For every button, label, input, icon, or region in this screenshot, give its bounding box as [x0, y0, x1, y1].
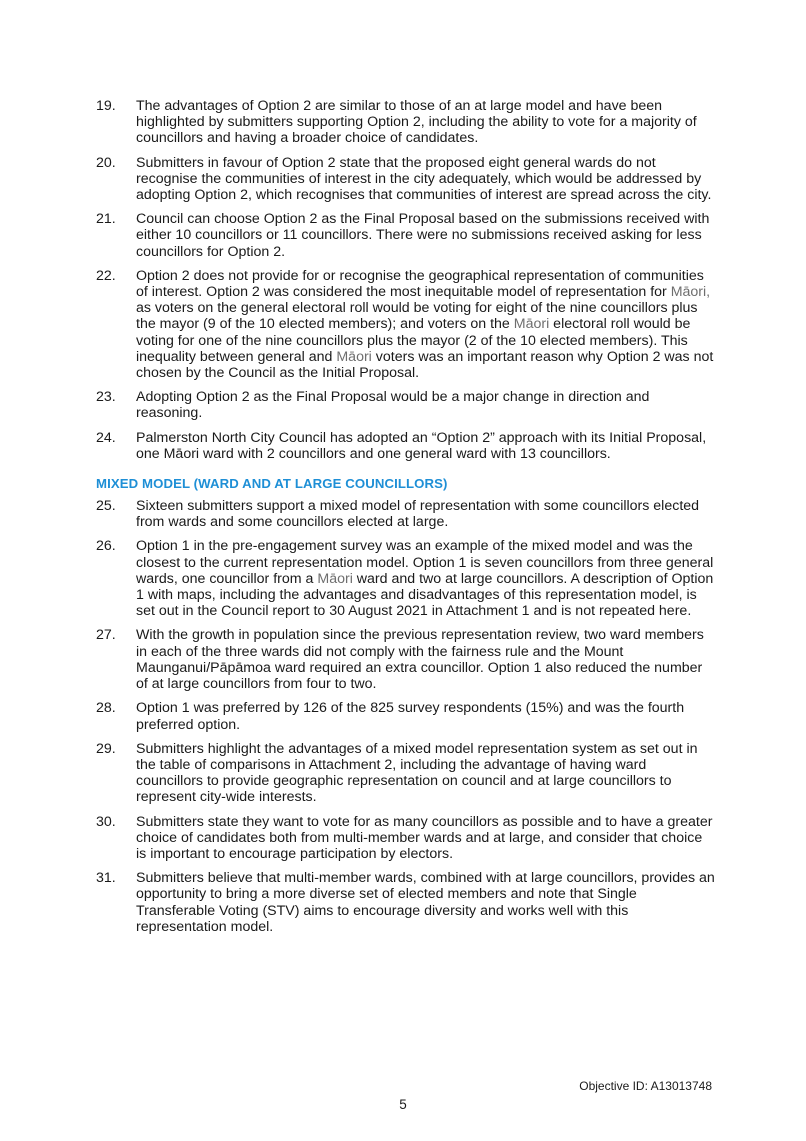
paragraph-number: 20. — [96, 154, 116, 171]
document-body — [96, 98, 716, 943]
text-segment: as voters on the general electoral roll would be voting for eight of the nine councillors plus the mayor (9 of the 10 elected members); and voters on the — [136, 300, 698, 333]
paragraph-number: 22. — [96, 267, 116, 284]
paragraph-text — [136, 627, 716, 692]
paragraph-text — [136, 498, 716, 530]
text-segment: With the growth in population since the previous representation review, two ward members in each of the three wards did not comply with the fairness rule and the Mount Maunganui/Pāpāmoa ward required an extra councillor. Option 1 also reduced the number of at large councillors from four to two. — [136, 627, 704, 693]
numbered-paragraph — [96, 211, 716, 260]
text-segment: Submitters highlight the advantages of a mixed model representation system as set out in the table of comparisons in Attachment 2, including the advantage of having ward councillors to provide geographic representation on council and at large councillors to represent city-wide interests. — [136, 740, 698, 806]
section-heading: MIXED MODEL (WARD AND AT LARGE COUNCILLORS) — [96, 476, 448, 492]
numbered-paragraph — [96, 627, 716, 692]
text-segment: electoral roll would be voting for one of the nine councillors plus the mayor (2 of the 10 elected members). This inequality between general and — [136, 316, 691, 365]
numbered-paragraph — [96, 700, 716, 732]
numbered-paragraph — [96, 268, 716, 381]
text-segment: The advantages of Option 2 are similar to those of an at large model and have been highlighted by submitters supporting Option 2, including the ability to vote for a majority of councillors and having a broader choice of candidates. — [136, 98, 697, 147]
paragraph-number: 31. — [96, 870, 116, 887]
numbered-paragraph — [96, 389, 716, 421]
paragraph-number: 26. — [96, 538, 116, 555]
numbered-paragraph — [96, 741, 716, 806]
maori-term: Māori — [513, 316, 550, 333]
text-segment: ward and two at large councillors. A description of Option 1 with maps, including the advantages and disadvantages of this representation model, is set out in the Council report to 30 August 2021 in Attachment 1 and is not repeated here. — [136, 570, 714, 620]
paragraph-text — [136, 814, 716, 863]
paragraph-text — [136, 700, 716, 732]
paragraph-text — [136, 155, 716, 204]
paragraph-text — [136, 741, 716, 806]
numbered-paragraph — [96, 430, 716, 462]
numbered-paragraph — [96, 814, 716, 863]
numbered-paragraph — [96, 538, 716, 619]
text-segment: Submitters in favour of Option 2 state that the proposed eight general wards do not recognise the communities of interest in the city adequately, which would be addressed by adopting Option 2, which recognises that communities of interest are spread across the city. — [136, 154, 712, 204]
text-segment: Option 1 was preferred by 126 of the 825 survey respondents (15%) and was the fourth preferred option. — [136, 700, 685, 733]
text-segment: Option 2 does not provide for or recognise the geographical representation of communities of interest. Option 2 was considered the most inequitable model of representation for — [136, 267, 704, 301]
paragraph-text — [136, 430, 716, 462]
paragraph-number: 28. — [96, 700, 116, 717]
paragraph-text — [136, 98, 716, 147]
maori-term: Māori — [317, 570, 353, 587]
text-segment: Palmerston North City Council has adopted an “Option 2” approach with its Initial Proposal, one Māori ward with 2 councillors and one general ward with 13 councillors. — [136, 429, 707, 462]
objective-id: Objective ID: A13013748 — [579, 1079, 712, 1093]
paragraph-number: 27. — [96, 627, 116, 644]
numbered-paragraph — [96, 870, 716, 935]
text-segment: Submitters believe that multi-member wards, combined with at large councillors, provides an opportunity to bring a more diverse set of elected members and note that Single Transferable Voting (STV) aims to encourage diversity and works well with this representation model. — [136, 870, 715, 935]
text-segment: Submitters state they want to vote for as many councillors as possible and to have a greater choice of candidates both from multi-member wards and at large, and consider that choice is important to encourage participation by electors. — [136, 813, 713, 862]
paragraph-number: 23. — [96, 389, 116, 406]
text-segment: Adopting Option 2 as the Final Proposal would be a major change in direction and reasoning. — [136, 389, 650, 422]
paragraph-number: 24. — [96, 429, 116, 446]
paragraph-number: 25. — [96, 498, 116, 515]
text-segment: Sixteen submitters support a mixed model of representation with some councillors elected from wards and some councillors elected at large. — [136, 498, 700, 531]
text-segment: Option 1 in the pre-engagement survey was an example of the mixed model and was the closest to the current representation model. Option 1 is seven councillors from three general wards, one councillor from a — [136, 538, 714, 587]
paragraph-number: 19. — [96, 98, 116, 114]
paragraph-number: 21. — [96, 211, 116, 228]
paragraph-number: 29. — [96, 740, 116, 757]
paragraph-number: 30. — [96, 813, 116, 830]
maori-term: Māori, — [670, 284, 711, 301]
text-segment: voters was an important reason why Option 2 was not chosen by the Council as the Initial Proposal. — [136, 348, 714, 382]
paragraph-text — [136, 389, 716, 421]
paragraph-text — [136, 211, 716, 260]
paragraph-text — [136, 268, 716, 381]
maori-term: Māori — [336, 348, 372, 365]
paragraph-text — [136, 538, 716, 619]
numbered-paragraph — [96, 498, 716, 530]
paragraph-text — [136, 870, 716, 935]
numbered-paragraph — [96, 98, 716, 147]
page-number: 5 — [399, 1097, 407, 1112]
numbered-paragraph — [96, 155, 716, 204]
text-segment: Council can choose Option 2 as the Final Proposal based on the submissions received with either 10 councillors or 11 councillors. There were no submissions received asking for less councillors for Option 2. — [136, 211, 710, 260]
